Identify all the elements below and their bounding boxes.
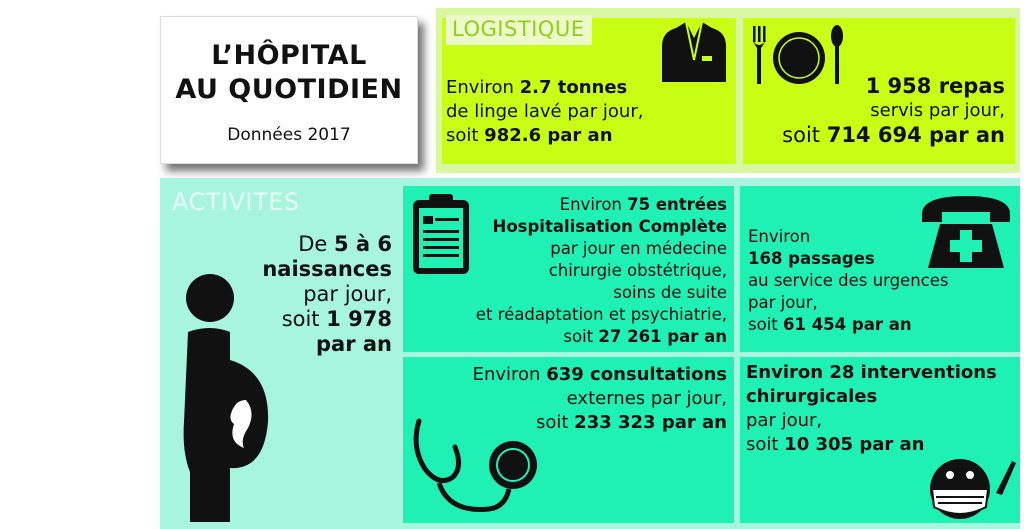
panel-repas (743, 18, 1015, 164)
urgences-line5-pre: soit (748, 315, 783, 334)
repas-line3-pre: soit (782, 123, 827, 147)
entrees-line4: chirurgie obstétrique, (548, 261, 727, 280)
entrees-line7-value: 27 261 par an (598, 327, 727, 346)
naissances-line5: par an (316, 332, 392, 356)
entrees-pre: Environ (559, 195, 628, 214)
consult-line3-pre: soit (536, 412, 575, 433)
panel-interv (740, 357, 1020, 523)
urgences-line4: par jour, (748, 293, 818, 312)
page-title (161, 39, 417, 107)
page-subtitle: Données 2017 (227, 125, 351, 145)
linge-value: 2.7 tonnes (519, 77, 628, 98)
title-line-2: AU QUOTIDIEN (175, 74, 403, 105)
linge-line2: de linge lavé par jour, (446, 101, 644, 122)
panel-entrees (403, 186, 734, 352)
panel-urgences (740, 186, 1020, 352)
entrees-line5: soins de suite (613, 283, 727, 302)
stethoscope-icon (409, 417, 559, 519)
consult-pre: Environ (472, 364, 547, 385)
title-card (160, 16, 418, 164)
consult-line3-value: 233 323 par an (574, 412, 727, 433)
linge-pre: Environ (446, 77, 520, 98)
repas-line3-value: 714 694 par an (826, 123, 1005, 147)
logistique-label: LOGISTIQUE (446, 15, 592, 45)
urgences-line3: au service des urgences (748, 271, 949, 290)
urgences-value: 168 passages (748, 249, 875, 268)
urgences-line5-value: 61 454 par an (783, 315, 912, 334)
panel-consult (403, 357, 734, 523)
uniform-icon (658, 20, 730, 82)
activites-label: ACTIVITES (172, 188, 300, 216)
pregnant-woman-icon (164, 272, 274, 524)
entrees-value: 75 entrées (627, 195, 727, 214)
interv-line4-value: 10 305 par an (784, 434, 925, 455)
repas-line2: servis par jour, (870, 100, 1005, 121)
interv-line3: par jour, (746, 410, 823, 431)
naissances-line4-value: 1 978 (326, 307, 392, 331)
urgences-line1: Environ (748, 227, 811, 246)
consult-line2: externes par jour, (566, 388, 727, 409)
linge-line3-value: 982.6 par an (484, 125, 613, 146)
interv-line4-pre: soit (746, 434, 785, 455)
entrees-line2: Hospitalisation Complète (492, 217, 727, 236)
entrees-line3: par jour en médecine (550, 239, 727, 258)
consult-value: 639 consultations (546, 364, 727, 385)
linge-line3-pre: soit (446, 125, 485, 146)
repas-value: 1 958 repas (865, 74, 1005, 98)
entrees-line7-pre: soit (563, 327, 599, 346)
interv-value1: Environ 28 interventions (746, 362, 997, 383)
interv-value2: chirurgicales (746, 386, 878, 407)
title-line-1: L’HÔPITAL (211, 40, 367, 71)
naissances-line3: par jour, (303, 282, 392, 306)
naissances-line2: naissances (262, 257, 392, 281)
naissances-value: 5 à 6 (333, 232, 392, 256)
naissances-line4-pre: soit (281, 307, 327, 331)
entrees-line6: et réadaptation et psychiatrie, (475, 305, 727, 324)
surgeon-icon (926, 453, 1018, 521)
naissances-pre: De (298, 232, 334, 256)
